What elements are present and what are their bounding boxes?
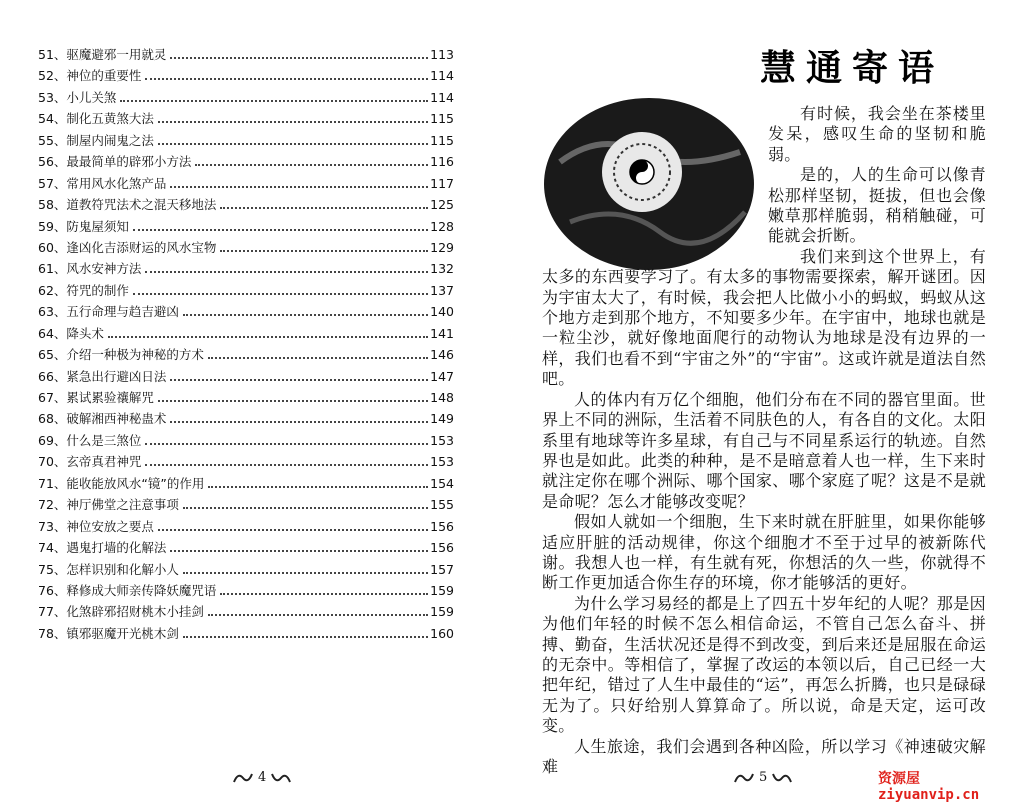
toc-entry-page: 154: [430, 475, 454, 491]
toc-entry-page: 149: [430, 411, 454, 427]
toc-entry-title: 71、能收能放风水“镜”的作用: [38, 475, 205, 491]
leader-dots: [183, 314, 428, 316]
toc-entry-page: 148: [430, 390, 454, 405]
toc-entry-title: 64、降头术: [38, 325, 104, 341]
toc-entry-title: 59、防鬼屋须知: [38, 218, 129, 234]
leader-dots: [158, 143, 428, 145]
toc-entry-title: 58、道教符咒法术之混天移地法: [38, 197, 217, 213]
toc-entry-title: 74、遇鬼打墙的化解法: [38, 540, 167, 556]
toc-entry-title: 62、符咒的制作: [38, 282, 129, 298]
toc-entry-title: 60、逢凶化吉添财运的风水宝物: [38, 239, 217, 255]
leader-dots: [208, 486, 428, 488]
toc-entry: [38, 44, 454, 65]
paragraph: 假如人就如一个细胞，生下来时就在肝脏里，如果你能够适应肝脏的活动规律，你这个细胞才不至于过早的被新陈代谢。我想人也一样，有生就有死，你想活的久一些，你就得不断工作更加适合你生存的环境，你才能够活的更好。: [542, 512, 986, 593]
leader-dots: [208, 614, 428, 616]
toc-entry: [38, 430, 454, 451]
toc-entry-title: 75、怎样识别和化解小人: [38, 561, 179, 577]
toc-entry-page: 153: [430, 432, 454, 448]
leader-dots: [145, 443, 428, 445]
page-title: 慧通寄语: [760, 47, 945, 89]
toc-entry-title: 68、破解湘西神秘蛊术: [38, 411, 167, 427]
toc-entry-page: 132: [430, 261, 454, 277]
toc-entry: [38, 451, 454, 472]
leader-dots: [158, 529, 428, 531]
toc-entry-title: 78、镇邪驱魔开光桃木剑: [38, 625, 179, 641]
leader-dots: [158, 121, 428, 123]
toc-entry: [38, 387, 454, 408]
page-number: 4: [258, 770, 267, 785]
toc-entry: [38, 237, 454, 258]
ornament-icon: [733, 772, 755, 784]
leader-dots: [158, 400, 428, 402]
toc-entry-page: 114: [430, 68, 454, 84]
toc-entry-page: 153: [430, 454, 454, 470]
leader-dots: [170, 379, 428, 381]
toc-entry-page: 113: [430, 47, 454, 62]
leader-dots: [145, 78, 428, 80]
toc-entry-title: 53、小儿关煞: [38, 89, 117, 105]
page-number: 5: [759, 770, 768, 785]
ornament-icon: [232, 772, 254, 784]
leader-dots: [145, 271, 428, 273]
toc-entry: [38, 537, 454, 558]
toc-entry: [38, 280, 454, 301]
toc-entry-page: 141: [430, 325, 454, 341]
paragraph: 人的体内有万亿个细胞，他们分布在不同的器官里面。世界上不同的洲际，生活着不同肤色的人，有各自的文化。太阳系里有地球等许多星球，有自己与不同星系运行的轨迹。自然界也是如此。此类的种种，是不是暗意着人也一样，生下来时就注定你在哪个洲际、哪个国家、哪个家庭了呢？这是不是就是命呢？怎么才能够改变呢？: [542, 389, 986, 511]
leader-dots: [183, 507, 428, 509]
paragraph: 人生旅途，我们会遇到各种凶险，所以学习《神速破灾解难: [542, 736, 986, 776]
toc-entry-page: 146: [430, 347, 454, 363]
paragraph: 我们来到这个世界上，有太多的东西要学习了。有太多的事物需要探索，解开谜团。因为宇宙太大了，有时候，我会把人比做小小的蚂蚁，蚂蚁从这个地方走到那个地方，不知要多少年。在宇宙中，地球也就是一粒尘沙，就好像地面爬行的动物认为地球是没有边界的一样，我们也看不到“宇宙之外”的“宇宙”。这或许就是道法自然吧。: [542, 246, 986, 389]
toc-entry-page: 128: [430, 218, 454, 234]
toc-entry-page: 157: [430, 561, 454, 577]
leader-dots: [183, 636, 428, 638]
toc-entry: [38, 173, 454, 194]
toc-entry: [38, 366, 454, 387]
toc-entry: [38, 258, 454, 279]
toc-entry: [38, 473, 454, 494]
leader-dots: [108, 336, 428, 338]
paragraph: 为什么学习易经的都是上了四五十岁年纪的人呢？那是因为他们年轻的时候不怎么相信命运，不管自己怎么奋斗、拼搏、勤奋，生活状况还是得不到改变，到后来还是屈服在命运的无奈中。等相信了，掌握了改运的本领以后，自己已经一大把年纪，错过了人生中最佳的“运”，再怎么折腾，也只是碌碌无为了。只好给别人算算命了。所以说，命是天定，运可改变。: [542, 593, 986, 736]
toc-entry-page: 114: [430, 89, 454, 105]
paragraph: 有时候，我会坐在茶楼里发呆，感叹生命的坚韧和脆弱。: [768, 104, 986, 164]
toc-entry-page: 159: [430, 604, 454, 620]
leader-dots: [208, 357, 428, 359]
leader-dots: [133, 293, 428, 295]
toc-entry-page: 125: [430, 197, 454, 213]
toc-entry: [38, 65, 454, 86]
leader-dots: [220, 250, 428, 252]
toc-entry: [38, 408, 454, 429]
toc-entry: [38, 323, 454, 344]
toc-entry-title: 67、累试累验禳解咒: [38, 390, 154, 405]
article-body: [542, 104, 986, 777]
leader-dots: [170, 57, 428, 59]
leader-dots: [195, 164, 428, 166]
toc-entry: [38, 130, 454, 151]
toc-entry-title: 54、制化五黄煞大法: [38, 111, 154, 127]
leader-dots: [220, 593, 428, 595]
page-footer-left: [232, 770, 292, 786]
leader-dots: [183, 572, 428, 574]
toc-entry: [38, 151, 454, 172]
leader-dots: [170, 421, 428, 423]
right-page: [505, 0, 1011, 791]
toc-entry: [38, 87, 454, 108]
toc-entry-title: 51、驱魔避邪一用就灵: [38, 47, 167, 62]
toc-entry: [38, 516, 454, 537]
toc-entry-title: 57、常用风水化煞产品: [38, 175, 167, 191]
toc-entry: [38, 108, 454, 129]
toc-entry: [38, 301, 454, 322]
toc-entry-page: 140: [430, 304, 454, 320]
toc-entry-page: 155: [430, 497, 454, 513]
leader-dots: [120, 100, 428, 102]
toc-entry-title: 76、释修成大师亲传降妖魔咒语: [38, 582, 217, 598]
toc-entry-title: 65、介绍一种极为神秘的方术: [38, 347, 204, 363]
toc-entry-title: 69、什么是三煞位: [38, 432, 142, 448]
toc-entry-title: 55、制屋内闹鬼之法: [38, 132, 154, 148]
toc-entry-page: 147: [430, 368, 454, 384]
toc-entry: [38, 494, 454, 515]
toc-entry: [38, 623, 454, 644]
toc-entry-page: 159: [430, 582, 454, 598]
toc-entry-title: 63、五行命理与趋吉避凶: [38, 304, 179, 320]
ornament-icon: [270, 772, 292, 784]
left-page: [0, 0, 500, 791]
toc-entry-title: 61、风水安神方法: [38, 261, 142, 277]
toc-entry: [38, 580, 454, 601]
toc-entry-page: 156: [430, 518, 454, 534]
paragraph: 是的，人的生命可以像青松那样坚韧，挺拔，但也会像嫩草那样脆弱，稍稍触碰，可能就会折断。: [768, 165, 986, 246]
toc-entry-page: 137: [430, 282, 454, 298]
leader-dots: [220, 207, 428, 209]
toc-entry-page: 160: [430, 625, 454, 641]
toc-entry-title: 66、紧急出行避凶日法: [38, 368, 167, 384]
table-of-contents: [38, 44, 454, 644]
page-footer-right: [733, 770, 793, 786]
toc-entry-title: 70、玄帝真君神咒: [38, 454, 142, 470]
ornament-icon: [771, 772, 793, 784]
toc-entry-page: 115: [430, 111, 454, 127]
toc-entry-title: 73、神位安放之要点: [38, 518, 154, 534]
toc-entry: [38, 601, 454, 622]
illustration-spacer: [542, 104, 764, 267]
leader-dots: [170, 186, 428, 188]
toc-entry-page: 129: [430, 239, 454, 255]
toc-entry-page: 117: [430, 175, 454, 191]
toc-entry-title: 52、神位的重要性: [38, 68, 142, 84]
toc-entry: [38, 344, 454, 365]
toc-entry-title: 77、化煞辟邪招财桃木小挂剑: [38, 604, 204, 620]
toc-entry-page: 156: [430, 540, 454, 556]
toc-entry-page: 116: [430, 154, 454, 170]
leader-dots: [145, 464, 428, 466]
toc-entry: [38, 216, 454, 237]
toc-entry: [38, 559, 454, 580]
toc-entry-title: 56、最最简单的辟邪小方法: [38, 154, 192, 170]
toc-entry: [38, 194, 454, 215]
toc-entry-title: 72、神厅佛堂之注意事项: [38, 497, 179, 513]
watermark: 资源屋ziyuanvip.cn: [878, 771, 980, 803]
leader-dots: [133, 229, 428, 231]
leader-dots: [170, 550, 428, 552]
toc-entry-page: 115: [430, 132, 454, 148]
